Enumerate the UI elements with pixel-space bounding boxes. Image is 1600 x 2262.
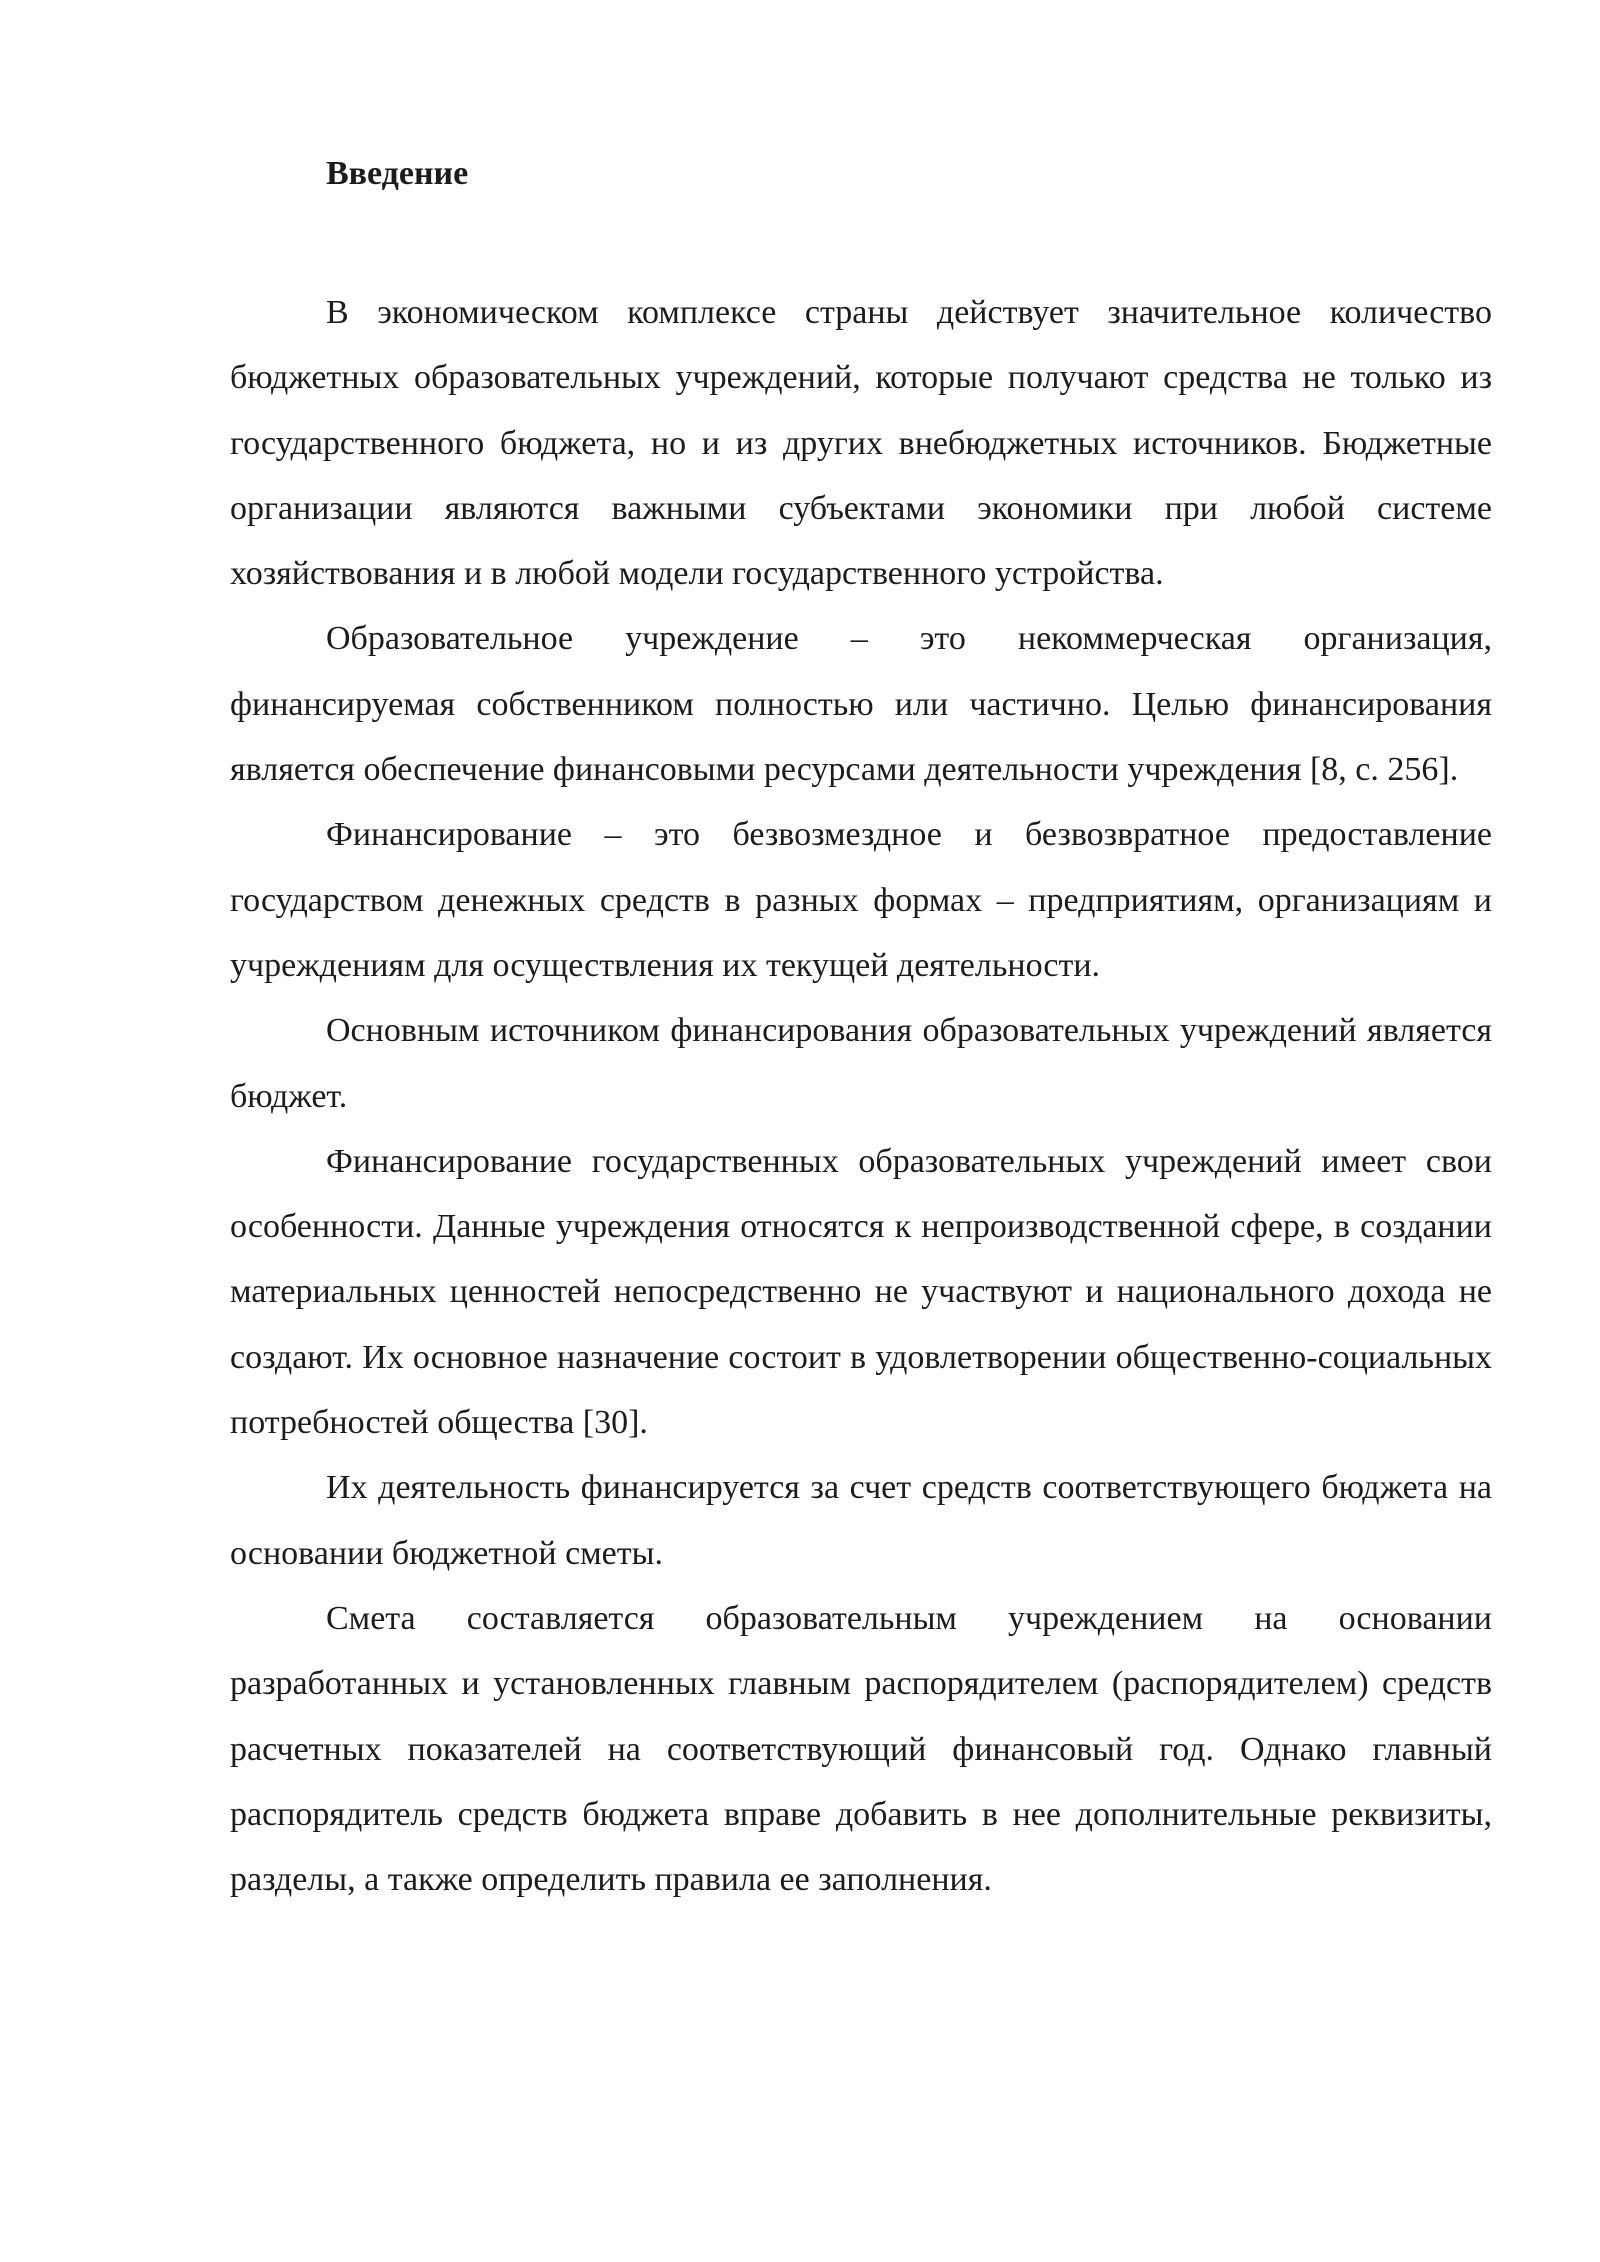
- paragraph-3: Финансирование – это безвозмездное и безвозвратное предоставление государством денежных средств в разных формах – предприятиям, организациям и учреждениям для осуществления их текущей деятельности.: [230, 816, 1492, 984]
- document-body: [230, 150, 1492, 1912]
- paragraph-1: В экономическом комплексе страны действует значительное количество бюджетных образовательных учреждений, которые получают средства не только из государственного бюджета, но и из других внебюджетных источников. Бюджетные организации являются важными субъектами экономики при любой системе хозяйствования и в любой модели государственного устройства.: [230, 294, 1492, 593]
- paragraph-5: Финансирование государственных образовательных учреждений имеет свои особенности. Данные учреждения относятся к непроизводственной сфере, в создании материальных ценностей непосредственно не участвуют и национального дохода не создают. Их основное назначение состоит в удовлетворении общественно-социальных потребностей общества [30].: [230, 1142, 1492, 1442]
- paragraph-6: Их деятельность финансируется за счет средств соответствующего бюджета на основании бюджетной сметы.: [230, 1469, 1492, 1572]
- paragraph-7: Смета составляется образовательным учреждением на основании разработанных и установленных главным распорядителем (распорядителем) средств расчетных показателей на соответствующий финансовый год. Однако главный распорядитель средств бюджета вправе добавить в нее дополнительные реквизиты, разделы, а также определить правила ее заполнения.: [230, 1599, 1492, 1899]
- paragraph-2: Образовательное учреждение – это некоммерческая организация, финансируемая собственником полностью или частично. Целью финансирования является обеспечение финансовыми ресурсами деятельности учреждения [8, с. 256].: [230, 620, 1492, 789]
- paragraph-4: Основным источником финансирования образовательных учреждений является бюджет.: [230, 1012, 1492, 1115]
- section-heading: Введение: [326, 155, 469, 192]
